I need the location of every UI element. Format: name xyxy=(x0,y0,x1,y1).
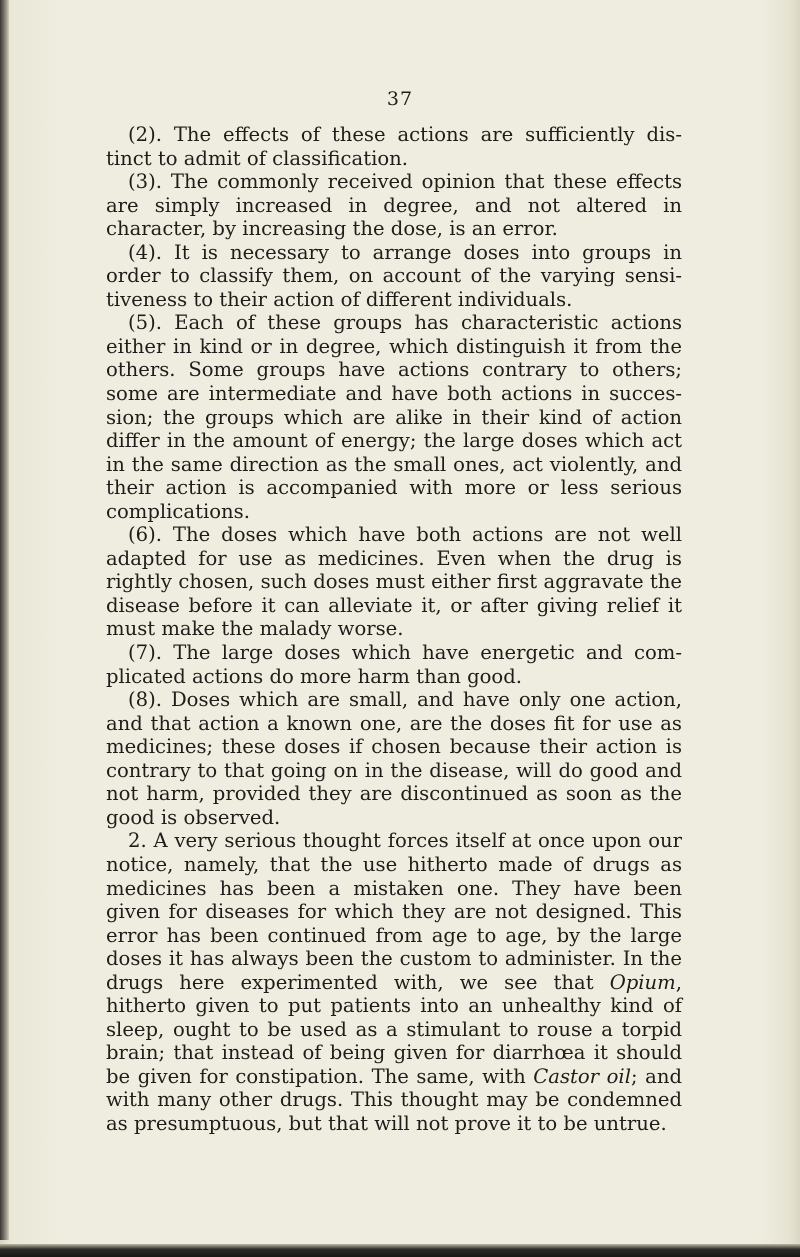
section-2-text-end: ; and with many other drugs. This thought may be condemned as presumptuous, but that will not prove it to be untrue. xyxy=(106,1064,682,1135)
page-bottom-edge xyxy=(0,1244,800,1257)
paragraph-2: (2). The effects of these actions are sufficiently dis- tinct to admit of classification. xyxy=(106,123,682,170)
paragraph-4: (4). It is necessary to arrange doses into groups in order to classify them, on account of the varying sensi- tiveness to their action of different individuals. xyxy=(106,240,682,311)
drug-name-castor-oil: Castor oil xyxy=(533,1064,631,1088)
section-2-text-start: 2. A very serious thought forces itself at once upon our notice, namely, that the use hitherto made of drugs as medicines has been a mistaken one. They have been given for diseases for which they are not designed. This error has been continued from age to age, by the large doses it has always been the custom to administer. In the drugs here experimented with, we see that xyxy=(106,829,682,994)
paragraph-7: (7). The large doses which have energetic and com- plicated actions do more harm than good. xyxy=(106,641,682,688)
page-number: 37 xyxy=(386,88,414,110)
paragraph-6: (6). The doses which have both actions are not well adapted for use as medicines. Even when the drug is rightly chosen, such doses must either first aggravate the disease before it can alleviate it, or after giving relief it must make the malady worse. xyxy=(106,523,682,641)
body-text xyxy=(106,123,682,1136)
page-binding-edge xyxy=(0,0,9,1240)
paragraph-8: (8). Doses which are small, and have only one action, and that action a known one, are the doses fit for use as medicines; these doses if chosen because their action is contrary to that going on in the disease, will do good and not harm, provided they are discontinued as soon as the good is observed. xyxy=(106,688,682,829)
section-2-text-middle: , hitherto given to put patients into an unhealthy kind of sleep, ought to be used as a stimulant to rouse a torpid brain; that instead of being given for diarrhœa it should be given for constipation. The same, with xyxy=(106,970,682,1088)
paragraph-5: (5). Each of these groups has characteristic actions either in kind or in degree, which distinguish it from the others. Some groups have actions contrary to others; some are intermediate and have both actions in succes- sion; the groups which are alike in their kind of action differ in the amount of energy; the large doses which act in the same direction as the small ones, act violently, and their action is accompanied with more or less serious complications. xyxy=(106,311,682,523)
section-2-paragraph xyxy=(106,829,682,1135)
paragraph-3: (3). The commonly received opinion that these effects are simply increased in degree, and not altered in character, by increasing the dose, is an error. xyxy=(106,170,682,241)
drug-name-opium: Opium xyxy=(609,970,676,994)
